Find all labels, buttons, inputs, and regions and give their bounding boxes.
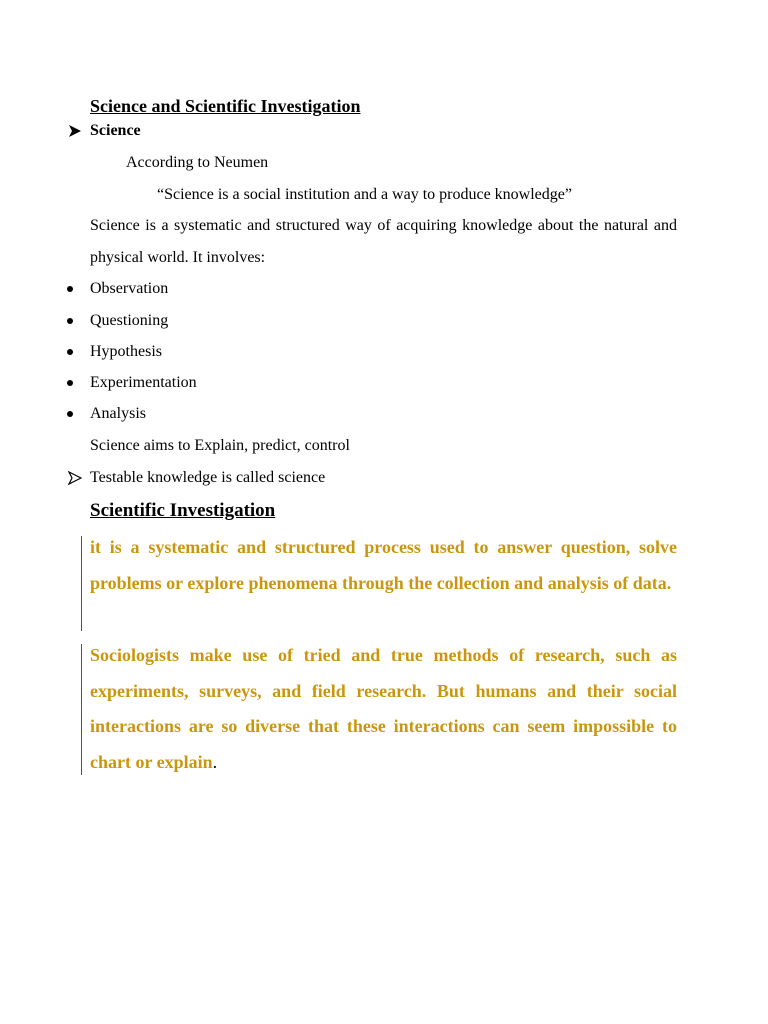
attribution-text: According to Neumen xyxy=(126,154,269,171)
paragraph-side-bar xyxy=(81,644,82,775)
paragraph-side-bar xyxy=(81,536,82,631)
investigation-paragraph-1: it is a systematic and structured process used to answer question, solve problems or explore phenomena through the collection and analysis of data. xyxy=(90,537,677,593)
paragraph-2-period: . xyxy=(212,752,218,773)
list-item: Questioning xyxy=(90,312,169,329)
testable-text: Testable knowledge is called science xyxy=(90,469,326,486)
investigation-paragraph-2 xyxy=(90,638,677,781)
paragraph-2-text: Sociologists make use of tried and true methods of research, such as experiments, surveys, and field research. But humans and their social interactions are so diverse that these interactions can seem impossible to chart or explain xyxy=(90,645,677,773)
round-bullet-icon xyxy=(67,349,73,355)
quote-text: “Science is a social institution and a way to produce knowledge” xyxy=(157,186,572,203)
section-investigation-heading: Scientific Investigation xyxy=(90,500,276,521)
aims-text: Science aims to Explain, predict, control xyxy=(90,437,350,454)
round-bullet-icon xyxy=(67,380,73,386)
list-item: Analysis xyxy=(90,405,146,422)
arrow-bullet-icon xyxy=(68,471,82,485)
section-science-heading: Science xyxy=(90,122,141,139)
round-bullet-icon xyxy=(67,318,73,324)
round-bullet-icon xyxy=(67,286,73,292)
list-item: Hypothesis xyxy=(90,343,162,360)
arrow-bullet-icon xyxy=(68,124,82,138)
definition-paragraph: Science is a systematic and structured way of acquiring knowledge about the natural and physical world. It involves: xyxy=(90,217,677,266)
round-bullet-icon xyxy=(67,411,73,417)
list-item: Observation xyxy=(90,280,169,297)
list-item: Experimentation xyxy=(90,374,197,391)
document-title: Science and Scientific Investigation xyxy=(90,96,361,116)
